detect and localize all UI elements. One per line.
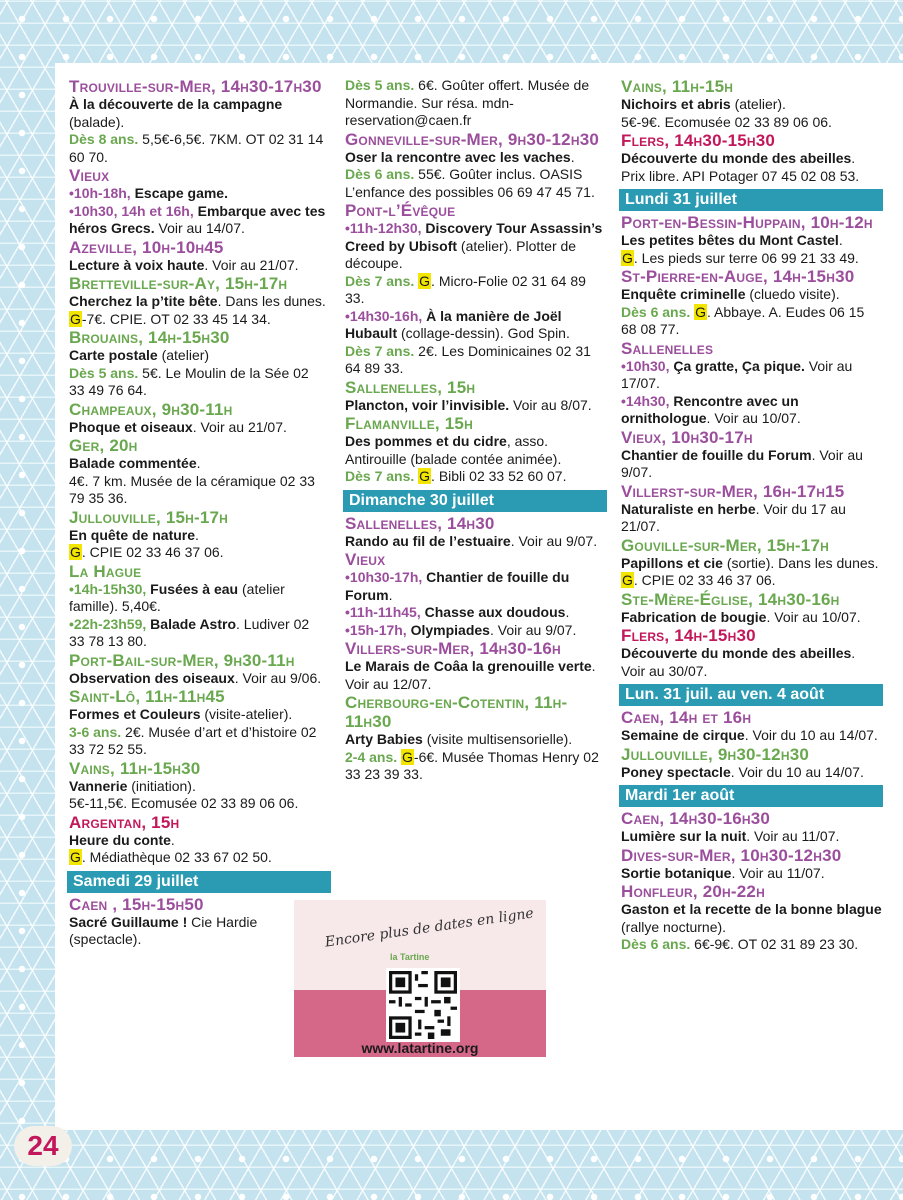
age-info: Dès 7 ans. [345,272,415,289]
free-badge: G [402,748,413,765]
day-header: Lun. 31 juil. au ven. 4 août [619,684,883,706]
event-details [69,473,327,508]
event-location: Sallenelles, 14h30 [345,513,495,533]
time-bullet: •14h30, [621,392,670,409]
detail-text: -6€. Musée Thomas Henry 02 33 23 39 33. [345,748,599,782]
day-header: Dimanche 30 juillet [343,490,607,512]
event-location: Jullouville, 9h30-12h30 [621,744,810,764]
detail-text: (cluedo visite). [745,286,840,302]
event-location: St-Pierre-en-Auge, 14h-15h30 [621,267,855,286]
detail-text: . Voir au 12/07. [345,658,596,692]
event-details [69,795,327,813]
age-info: Dès 6 ans. [345,166,415,182]
detail-text: 4€. 7 km. Musée de la céramique 02 33 79 35 36. [69,472,315,506]
detail-text: (balade). [69,113,125,130]
event-location: Honfleur, 20h-22h [621,882,765,901]
free-badge: G [695,303,707,320]
detail-text: . Voir au 10/07. [766,608,861,625]
event-details [69,616,327,651]
event-title: Heure du conte [69,831,171,848]
event-details [345,433,607,468]
event-details [69,670,327,688]
age-info: Dès 5 ans. [69,364,139,381]
event-details [621,901,883,936]
event-details [621,727,883,745]
detail-text: (initiation). [127,777,196,794]
event-location: Pont-l’Évêque [345,201,456,220]
event-title: Enquête criminelle [621,286,746,302]
free-badge: G [419,468,431,484]
time-bullet: •14h-15h30, [69,580,147,597]
time-bullet: •15h-17h, [345,621,407,638]
event-title: À la manière de Joël Hubault [345,307,562,341]
event-location: Port-en-Bessin-Huppain, 10h-12h [621,213,873,232]
event-title: Embarque avec tes héros Grecs. [69,202,326,236]
detail-text: . [565,604,570,620]
event-title: Semaine de cirque [621,727,745,743]
event-location: Flamanville, 15h [345,414,473,433]
event-location: Gouville-sur-Mer, 15h-17h [621,535,829,555]
event-details [345,343,607,378]
detail-text: . [195,526,199,543]
event-details [69,544,327,562]
detail-text: . Abbaye. A. Eudes 06 15 68 08 77. [621,303,865,337]
detail-text: . Voir au 9/07. [621,446,863,480]
column-3 [621,77,883,954]
event-details [345,658,607,693]
detail-text: . Voir au 9/07. [489,621,577,638]
event-title: Chantier de fouille du Forum [345,569,570,603]
event-location: Saint-Lô, 11h-11h45 [69,687,225,706]
detail-text: . [170,831,175,848]
event-title: Lecture à voix haute [69,256,205,273]
event-details [621,865,883,883]
event-details [621,572,883,590]
event-title: Arty Babies [345,731,423,747]
event-details [621,764,883,782]
event-details [345,397,607,415]
event-title: Fabrication de bougie [621,608,767,625]
time-bullet: •14h30-16h, [345,307,423,324]
event-title: Oser la rencontre avec les vaches [345,148,571,165]
detail-text: . Les pieds sur terre 06 99 21 33 49. [633,249,859,266]
event-details [621,609,883,627]
promo-url[interactable]: www.latartine.org [361,1040,479,1056]
event-details [621,501,883,536]
event-location: Sallenelles [621,338,714,358]
age-info: 3-6 ans. [69,723,122,740]
event-location: Villerst-sur-Mer, 16h-17h15 [621,481,845,501]
event-title: Sortie botanique [621,864,732,881]
event-title: Olympiades [406,621,490,638]
qr-code-graphic [389,971,457,1039]
detail-text: (rallye nocturne). [621,918,727,935]
event-title: Découverte du monde des abeilles [621,150,852,166]
event-title: Discovery Tour Assassin’s Creed by Ubisoft [345,220,603,254]
day-header: Samedi 29 juillet [67,871,331,893]
event-details [345,569,607,604]
detail-text: (atelier). Plotter de découpe. [345,237,577,271]
event-title: Poney spectacle [621,763,731,780]
event-title: Balade commentée [69,455,197,471]
detail-text: 2€. Musée d’art et d’histoire 02 33 72 52 55. [69,723,317,757]
event-details [69,96,327,131]
event-title: Plancton, voir l’invisible. [345,396,510,413]
age-info: Dès 6 ans. [621,303,691,320]
event-details [621,828,883,846]
event-details [69,203,327,238]
event-details [345,468,607,486]
event-title: Observation des oiseaux [69,669,235,686]
event-details [69,365,327,400]
event-title: Nichoirs et abris [621,96,731,112]
detail-text: . Voir au 30/07. [621,645,856,679]
detail-text: . Ludiver 02 33 78 13 80. [69,615,310,649]
event-location: Flers, 14h-15h30 [621,626,756,645]
event-location: Vains, 11h-15h30 [69,758,201,778]
event-title: Balade Astro [146,615,237,632]
event-location: Cherbourg-en-Cotentin, 11h-11h30 [345,693,568,731]
event-details [345,273,607,308]
detail-text: 5€-9€. Ecomusée 02 33 89 06 06. [621,113,832,130]
detail-text: 6€-9€. OT 02 31 89 23 30. [690,936,859,952]
event-details [621,114,883,132]
detail-text: . Médiathèque 02 33 67 02 50. [81,849,272,865]
event-title: Chantier de fouille du Forum [621,446,812,463]
detail-text: 2€. Les Dominicaines 02 31 64 89 33. [345,342,591,376]
detail-text: , asso. Antirouille (balade contée animée). [345,433,562,467]
event-details [621,150,883,185]
event-details [69,724,327,759]
event-details [69,455,327,473]
column-1 [69,77,327,949]
event-details [345,77,607,130]
event-location: Bretteville-sur-Ay, 15h-17h [69,274,288,293]
detail-text: . Bibli 02 33 52 60 07. [431,468,567,484]
event-title: Vannerie [69,777,128,794]
detail-text: . Prix libre. API Potager 07 45 02 08 53. [621,150,860,184]
detail-text: . Voir du 17 au 21/07. [621,500,846,534]
event-location: Ger, 20h [69,436,138,455]
event-title: Les petites bêtes du Mont Castel [621,232,839,248]
event-title: Sacré Guillaume ! [69,913,188,930]
event-title: Formes et Couleurs [69,706,201,722]
event-details [345,533,607,551]
event-details [621,304,883,339]
event-location: Gonneville-sur-Mer, 9h30-12h30 [345,129,600,149]
event-details [621,96,883,114]
detail-text: (atelier). [730,96,786,112]
detail-text: (collage-dessin). God Spin. [397,325,570,341]
event-title: Gaston et la recette de la bonne blague [621,901,882,917]
event-details [621,555,883,573]
event-details [69,832,327,850]
detail-text: . Voir au 21/07. [192,418,287,435]
event-location: Caen , 15h-15h50 [69,894,204,914]
event-title: Carte postale [69,347,158,363]
event-location: Vieux, 10h30-17h [621,427,753,447]
event-details [69,185,327,203]
event-details [69,914,327,949]
event-location: Caen, 14h et 16h [621,708,752,727]
event-location: Trouville-sur-Mer, 14h30-17h30 [69,77,322,96]
day-header: Lundi 31 juillet [619,189,883,211]
detail-text: . CPIE 02 33 46 37 06. [81,544,224,560]
qr-code-icon[interactable] [386,968,460,1042]
event-details [69,311,327,329]
detail-text: . Voir au 11/07. [746,828,840,844]
event-title: Papillons et cie [621,554,723,571]
event-details [69,527,327,545]
event-details [621,936,883,954]
event-details [345,166,607,201]
event-details [345,149,607,167]
event-details [69,257,327,275]
event-title: Rencontre avec un ornithologue [621,392,799,426]
detail-text: Voir au 8/07. [509,396,592,413]
event-title: Des pommes et du cidre [345,433,507,449]
detail-text: . Voir au 11/07. [731,864,825,881]
time-bullet: •11h-12h30, [345,220,422,236]
event-details [69,849,327,867]
promo-handwriting: Encore plus de dates en ligne [323,905,535,951]
age-info: Dès 7 ans. [345,468,415,484]
detail-text: -7€. CPIE. OT 02 33 45 14 34. [81,310,271,327]
detail-text: 55€. Goûter inclus. OASIS L’enfance des possibles 06 69 47 45 71. [345,166,595,200]
event-location: Port-Bail-sur-Mer, 9h30-11h [69,650,295,670]
detail-text: . CPIE 02 33 46 37 06. [633,572,776,588]
age-info: Dès 6 ans. [621,936,691,952]
time-bullet: •22h-23h59, [69,615,147,632]
detail-text: (visite multisensorielle). [422,731,573,747]
time-bullet: •11h-11h45, [345,604,421,620]
event-title: Découverte du monde des abeilles [621,645,852,661]
detail-text: . [838,232,843,248]
event-title: Escape game. [130,185,228,201]
event-location: Vieux [345,550,386,569]
day-header: Mardi 1er août [619,785,883,807]
event-details [69,347,327,365]
event-location: Caen, 14h30-16h30 [621,809,771,828]
detail-text: 6€. Goûter offert. Musée de Normandie. Sur résa. mdn-reservation@caen.fr [345,77,590,128]
event-title: Fusées à eau [146,580,239,597]
event-location: Champeaux, 9h30-11h [69,399,233,419]
detail-text: . Voir du 10 au 14/07. [730,763,864,780]
event-details [345,622,607,640]
age-info: Dès 7 ans. [345,342,415,359]
detail-text: . Voir au 9/07. [510,532,598,549]
free-badge: G [70,310,81,327]
free-badge: G [70,849,81,865]
detail-text: . Voir du 10 au 14/07. [744,727,878,743]
detail-text: 5€-11,5€. Ecomusée 02 33 89 06 06. [69,795,299,811]
free-badge: G [419,272,431,289]
event-details [69,293,327,311]
free-badge: G [622,249,633,266]
time-bullet: •10h30-17h, [345,569,423,585]
detail-text: . Micro-Folie 02 31 64 89 33. [345,272,586,306]
event-title: En quête de nature [69,526,196,543]
detail-text: Voir au 14/07. [154,220,245,236]
event-details [621,250,883,268]
event-details [69,131,327,166]
promo-banner[interactable] [294,900,546,1057]
event-location: Jullouville, 15h-17h [69,507,229,527]
time-bullet: •10h30, 14h et 16h, [69,202,194,219]
time-bullet: •10h30, [621,357,670,374]
event-title: Rando au fil de l’estuaire [345,532,511,549]
tartine-logo: la Tartine [390,952,430,962]
event-title: Chasse aux doudous [420,604,566,620]
event-location: Vains, 11h-15h [621,77,734,96]
event-details [69,419,327,437]
detail-text: . Voir au 10/07. [706,410,801,426]
detail-text: (atelier famille). 5,40€. [69,580,285,614]
age-info: Dès 8 ans. [69,131,139,147]
free-badge: G [70,544,81,560]
detail-text: (sortie). Dans les dunes. [722,554,879,571]
event-details [345,749,607,784]
detail-text: . Voir au 21/07. [204,256,299,273]
detail-text: . [388,586,393,603]
detail-text: 5,5€-6,5€. 7KM. OT 02 31 14 60 70. [69,131,324,165]
event-location: Vieux [69,166,110,185]
detail-text: (visite-atelier). [200,706,293,722]
free-badge: G [622,572,633,588]
detail-text: Cie Hardie (spectacle). [69,913,258,947]
detail-text: . [196,455,201,471]
event-details [345,308,607,343]
event-location: Ste-Mère-Église, 14h30-16h [621,589,840,609]
detail-text: . Dans les dunes. [217,293,326,309]
event-details [621,232,883,250]
page-number: 24 [14,1126,72,1166]
event-details [621,447,883,482]
event-details [621,286,883,304]
event-details [621,393,883,428]
event-details [69,778,327,796]
event-title: À la découverte de la campagne [69,96,283,112]
event-details [345,731,607,749]
event-title: Lumière sur la nuit [621,828,747,844]
event-title: Le Marais de Coâa la grenouille verte [345,658,592,674]
detail-text: . Voir au 9/06. [234,669,322,686]
event-location: Villers-sur-Mer, 14h30-16h [345,639,561,658]
event-details [69,706,327,724]
detail-text: (atelier) [157,347,210,363]
age-info: 2-4 ans. [345,748,398,765]
event-location: Sallenelles, 15h [345,377,476,397]
event-title: Naturaliste en herbe [621,500,756,517]
event-title: Cherchez la p’tite bête [69,293,218,309]
event-details [345,220,607,273]
event-details [621,358,883,393]
column-2 [345,77,607,784]
detail-text: 5€. Le Moulin de la Sée 02 33 49 76 64. [69,364,309,398]
event-location: Dives-sur-Mer, 10h30-12h30 [621,845,842,865]
event-location: Flers, 14h30-15h30 [621,131,776,150]
detail-text: Voir au 17/07. [621,357,853,391]
event-location: Azeville, 10h-10h45 [69,237,224,257]
detail-text: . [570,148,575,165]
event-title: Phoque et oiseaux [69,418,193,435]
event-details [345,604,607,622]
event-details [621,645,883,680]
event-location: Argentan, 15h [69,812,180,832]
age-info: Dès 5 ans. [345,77,415,93]
event-title: Ça gratte, Ça pique. [669,357,805,374]
event-details [69,581,327,616]
event-location: Brouains, 14h-15h30 [69,328,230,347]
event-location: La Hague [69,561,142,581]
time-bullet: •10h-18h, [69,185,131,201]
